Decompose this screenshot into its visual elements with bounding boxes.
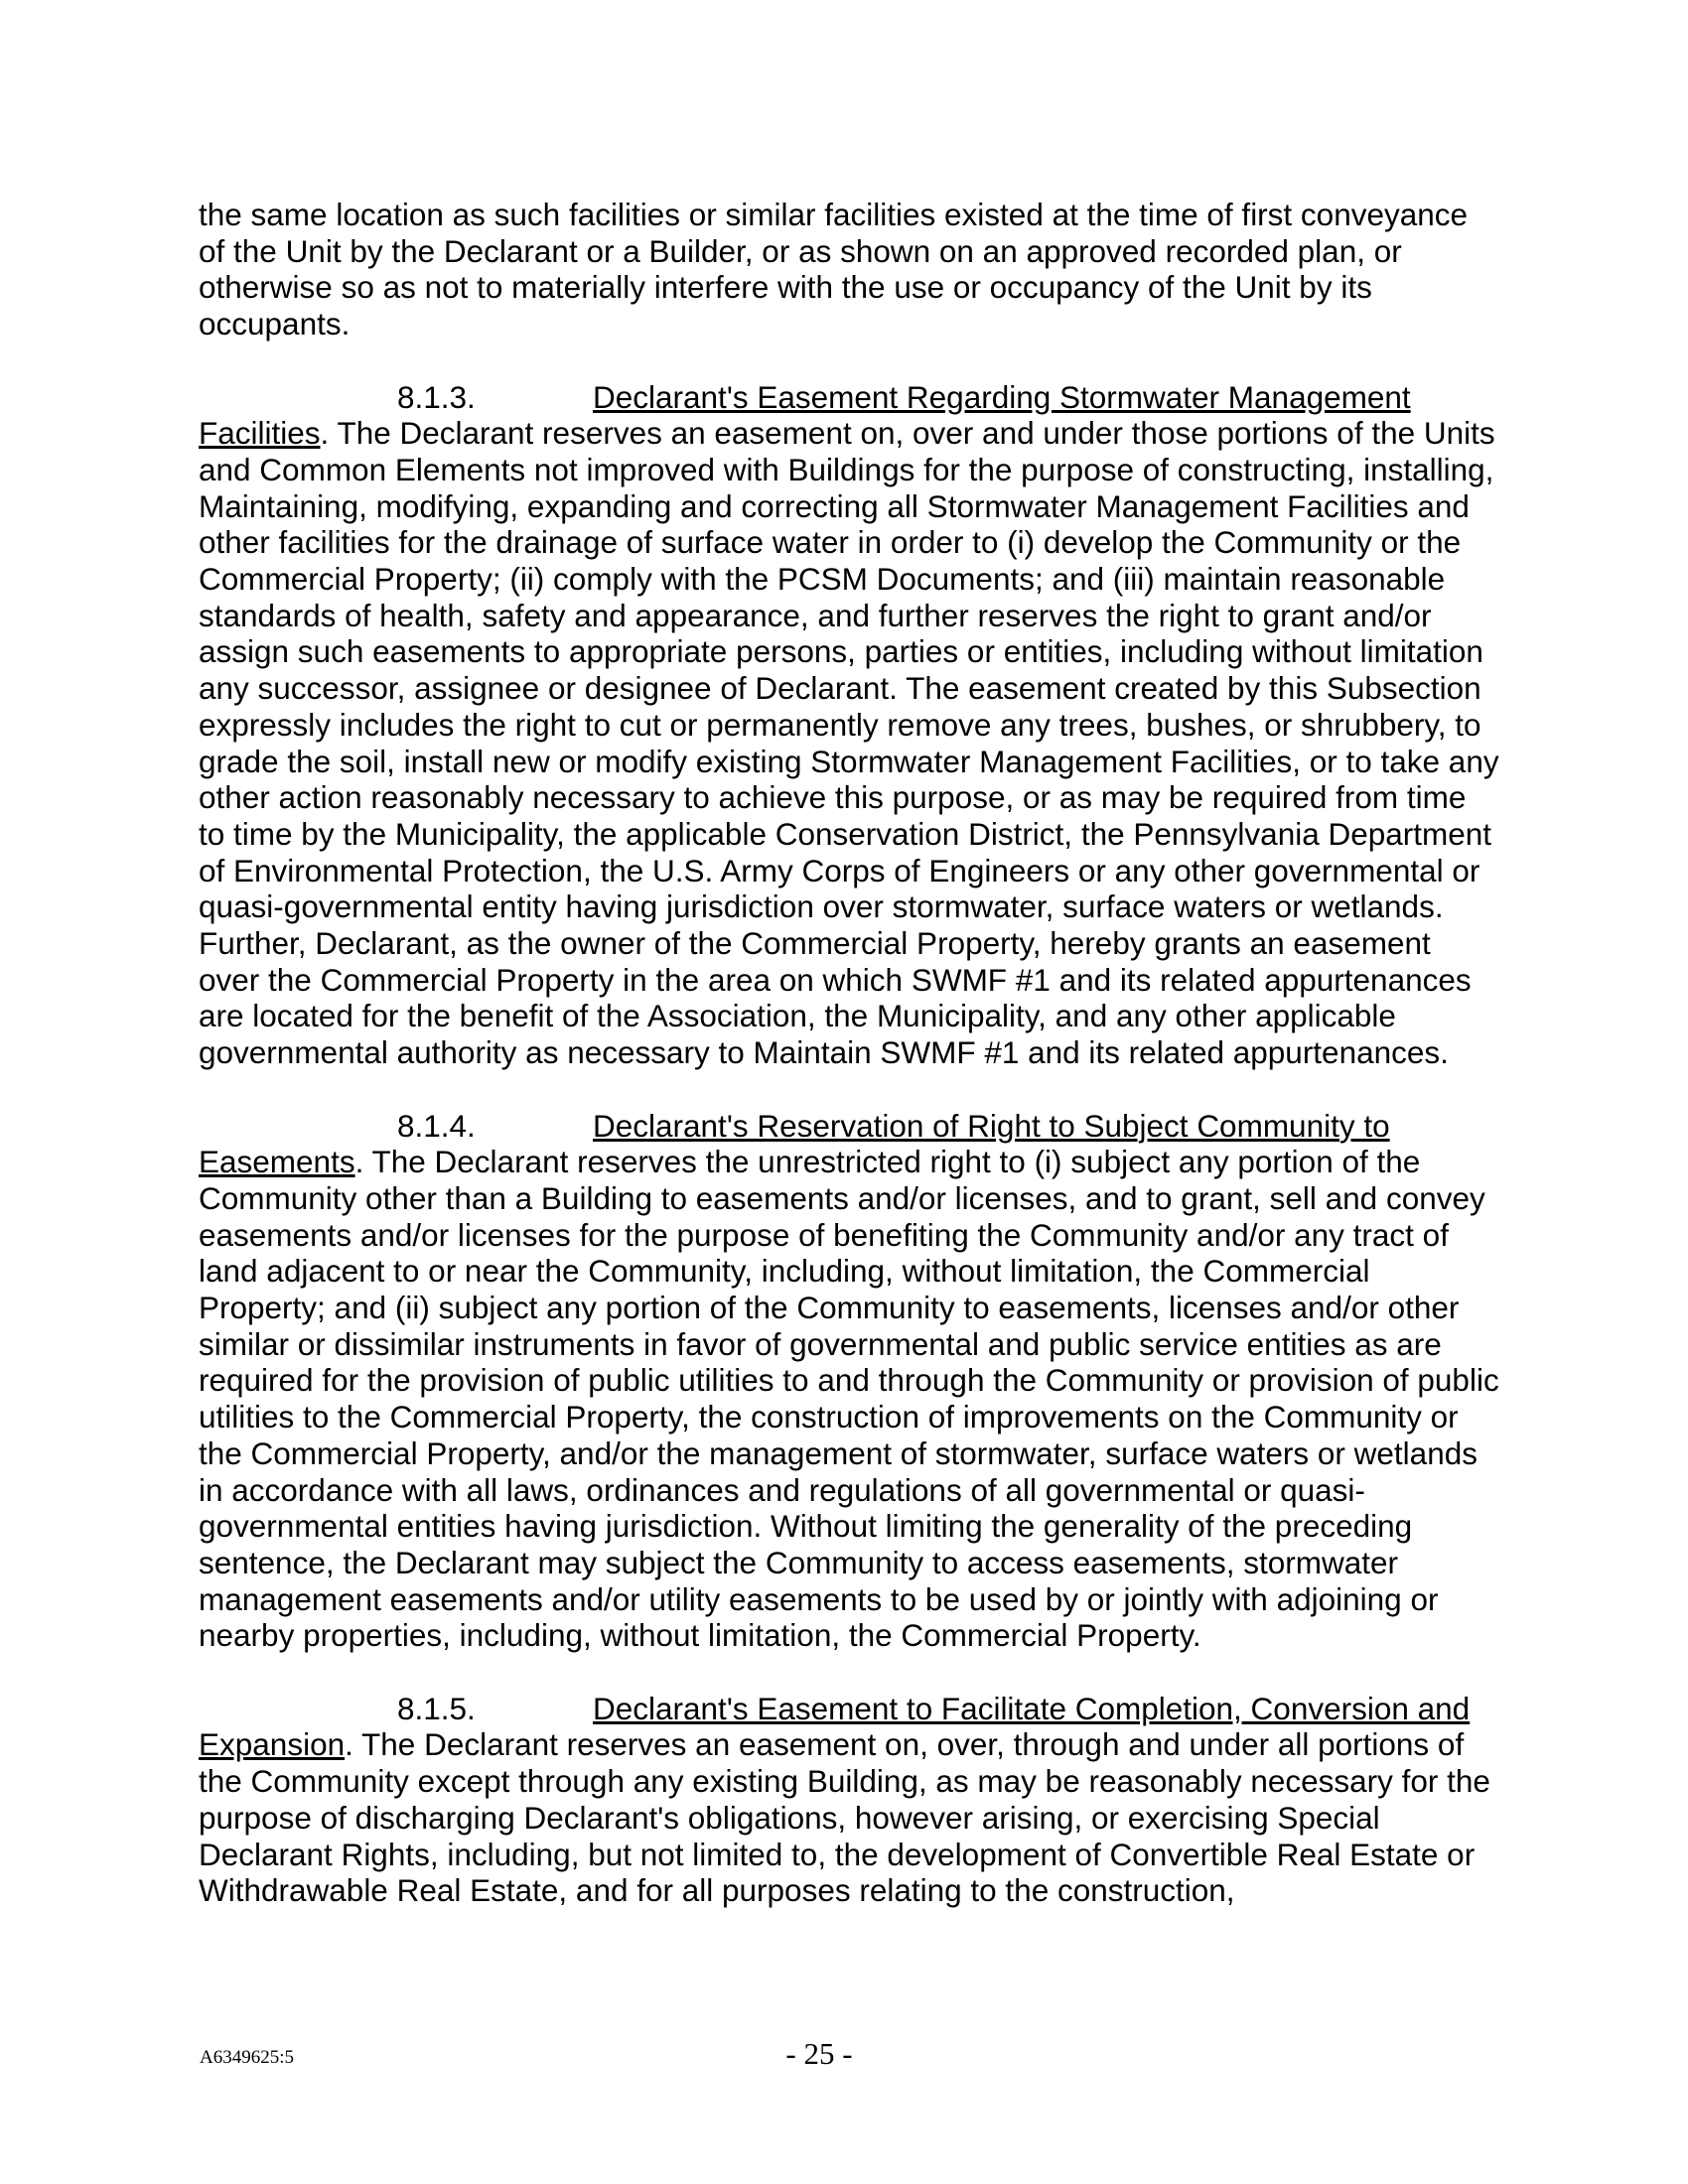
section-8-1-5 xyxy=(199,1691,1499,1909)
section-8-1-4 xyxy=(199,1108,1499,1655)
section-heading: Declarant's Easement Regarding Stormwater Management Facilities xyxy=(199,378,1411,452)
section-text: . The Declarant reserves an easement on, over and under those portions of the Units and Common Elements not improved with Buildings for the purpose of constructing, installing, Maintaining, modifying, expanding and correcting all Stormwater Management Facilities and other facilities for the drainage of surface water in order to (i) develop the Community or the Commercial Property; (ii) comply with the PCSM Documents; and (iii) maintain reasonable standards of health, safety and appearance, and further reserves the right to grant and/or assign such easements to appropriate persons, parties or entities, including without limitation any successor, assignee or designee of Declarant. The easement created by this Subsection expressly includes the right to cut or permanently remove any trees, bushes, or shrubbery, to grade the soil, install new or modify existing Stormwater Management Facilities, or to take any other action reasonably necessary to achieve this purpose, or as may be required from time to time by the Municipality, the applicable Conservation District, the Pennsylvania Department of Environmental Protection, the U.S. Army Corps of Engineers or any other governmental or quasi-governmental entity having jurisdiction over stormwater, surface waters or wetlands. Further, Declarant, as the owner of the Commercial Property, hereby grants an easement over the Commercial Property in the area on which SWMF #1 and its related appurtenances are located for the benefit of the Association, the Municipality, and any other applicable governmental authority as necessary to Maintain SWMF #1 and its related appurtenances. xyxy=(199,415,1499,1071)
section-number: 8.1.5. xyxy=(397,1690,476,1726)
paragraph-continuation xyxy=(199,197,1499,342)
section-8-1-3 xyxy=(199,379,1499,1071)
section-heading: Declarant's Reservation of Right to Subject Community to Easements xyxy=(199,1107,1390,1180)
document-body xyxy=(199,197,1499,1946)
page-number: - 25 - xyxy=(785,2036,853,2071)
document-id: A6349625:5 xyxy=(200,2047,294,2068)
section-text: . The Declarant reserves an easement on, over, through and under all portions of the Community except through any existing Building, as may be reasonably necessary for the purpose of discharging Declarant's obligations, however arising, or exercising Special Declarant Rights, including, but not limited to, the development of Convertible Real Estate or Withdrawable Real Estate, and for all purposes relating to the construction, xyxy=(199,1726,1490,1909)
section-heading: Declarant's Easement to Facilitate Completion, Conversion and Expansion xyxy=(199,1690,1471,1763)
section-number: 8.1.4. xyxy=(397,1107,476,1144)
section-text: . The Declarant reserves the unrestricted right to (i) subject any portion of the Community other than a Building to easements and/or licenses, and to grant, sell and convey easements and/or licenses for the purpose of benefiting the Community and/or any tract of land adjacent to or near the Community, including, without limitation, the Commercial Property; and (ii) subject any portion of the Community to easements, licenses and/or other similar or dissimilar instruments in favor of governmental and public service entities as are required for the provision of public utilities to and through the Community or provision of public utilities to the Commercial Property, the construction of improvements on the Community or the Commercial Property, and/or the management of stormwater, surface waters or wetlands in accordance with all laws, ordinances and regulations of all governmental or quasi-governmental entities having jurisdiction. Without limiting the generality of the preceding sentence, the Declarant may subject the Community to access easements, stormwater management easements and/or utility easements to be used by or jointly with adjoining or nearby properties, including, without limitation, the Commercial Property. xyxy=(199,1144,1499,1654)
section-number: 8.1.3. xyxy=(397,378,476,415)
paragraph-text: the same location as such facilities or similar facilities existed at the time of first conveyance of the Unit by the Declarant or a Builder, or as shown on an approved recorded plan, or otherwise so as not to materially interfere with the use or occupancy of the Unit by its occupants. xyxy=(199,197,1469,342)
